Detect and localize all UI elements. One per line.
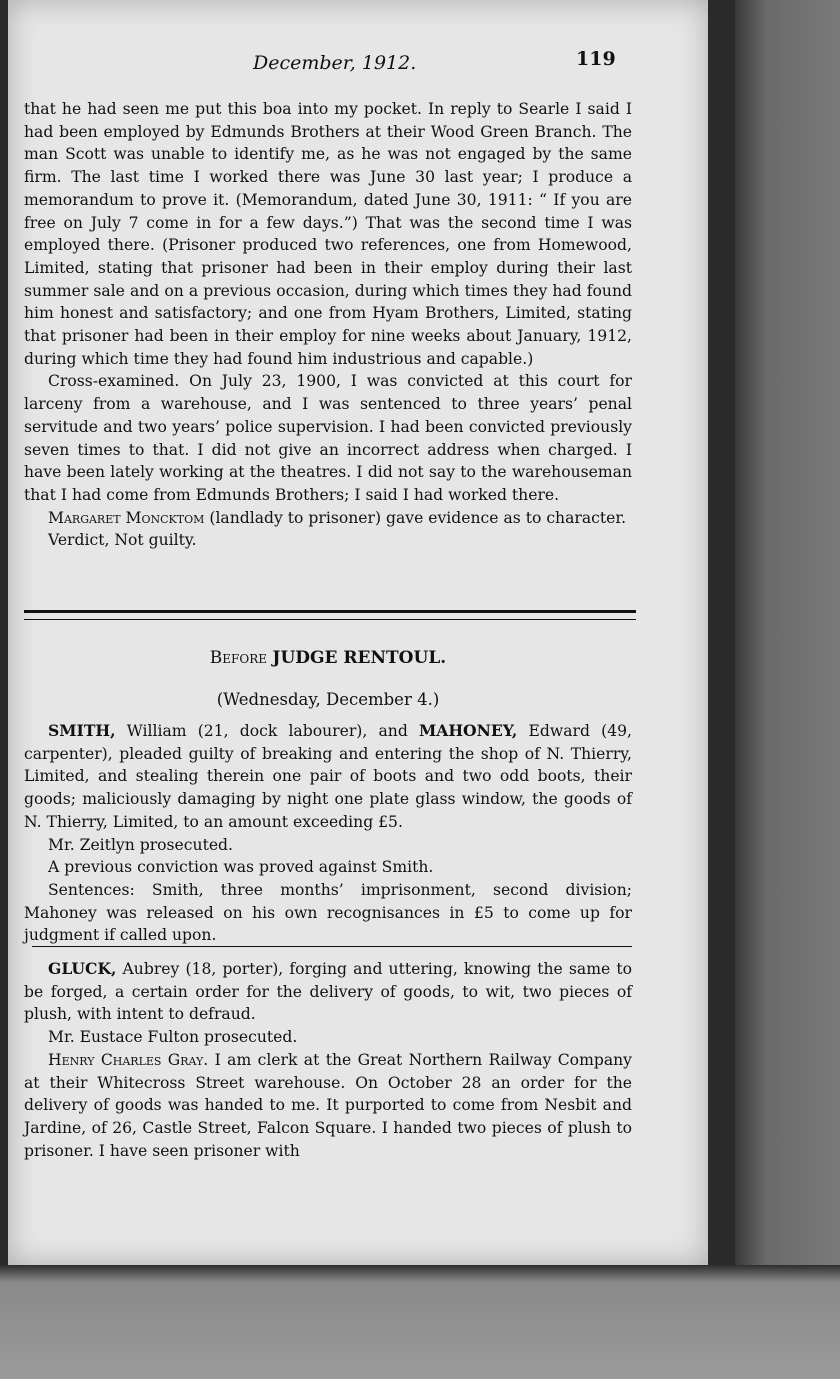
case-3-witness-paragraph — [24, 1049, 632, 1163]
running-head — [8, 48, 708, 82]
defendant-mahoney-text: Edward (49, carpenter), pleaded guilty of breaking and entering the shop of N. Thierry, Limited, and stealing therein one pair of boots and two odd boots, their goods; maliciously damaging by night one plate glass window, the goods of N. Thierry, Limited, to an amount exceeding £5. — [24, 722, 632, 831]
case-2-previous-conviction: A previous conviction was proved against Smith. — [48, 858, 434, 877]
defendant-gluck-text: Aubrey (18, porter), forging and uttering, knowing the same to be forged, a certain order for the delivery of goods, to wit, two pieces of plush, with intent to defraud. — [24, 960, 632, 1024]
case-2-sentences: Sentences: Smith, three months’ imprisonment, second division; Mahoney was released on his own recognisances in £5 to come up for judgment if called upon. — [24, 880, 632, 945]
judge-name: JUDGE RENTOUL. — [272, 648, 447, 668]
page-number: 119 — [576, 48, 616, 70]
case-divider — [32, 946, 632, 947]
case-2-text — [24, 720, 632, 947]
section-before: Before — [209, 648, 267, 668]
defendant-gluck: GLUCK, — [48, 959, 117, 978]
section-divider — [24, 610, 636, 620]
case-3-prosecutor: Mr. Eustace Fulton prosecuted. — [48, 1028, 298, 1047]
defendant-mahoney: MAHONEY, — [418, 721, 518, 740]
defendant-smith: SMITH, — [48, 721, 116, 740]
document-page — [8, 0, 708, 1265]
defendant-smith-text: William (21, dock labourer), and — [115, 722, 419, 740]
case-3-witness-text: I am clerk at the Great Northern Railway Company at their Whitecross Street warehouse. On October 28 an order for the delivery of goods was handed to me. It purported to come from Nesbit and Jardine, of 26, Castle Street, Falcon Square. I handed two pieces of plush to prisoner. I have seen prisoner with — [24, 1050, 632, 1160]
verdict: Verdict, Not guilty. — [48, 531, 197, 550]
running-title: December, 1912. — [253, 52, 417, 74]
section-heading — [8, 648, 648, 668]
cross-examination: Cross-examined. On July 23, 1900, I was convicted at this court for larceny from a warehouse, and I was sentenced to three years’ penal servitude and two years’ police supervision. I had been convicted previously seven times to that. I did not give an incorrect address when charged. I have been lately working at the theatres. I did not say to the warehouseman that I had come from Edmunds Brothers; I said I had worked there. — [24, 372, 632, 504]
case-1-paragraph: that he had seen me put this boa into my pocket. In reply to Searle I said I had been employed by Edmunds Brothers at their Wood Green Branch. The man Scott was unable to identify me, as he was not engaged by the same firm. The last time I worked there was June 30 last year; I produce a memorandum to prove it. (Memorandum, dated June 30, 1911: “ If you are free on July 7 come in for a few days.”) That was the second time I was employed there. (Prisoner produced two references, one from Homewood, Limited, stating that prisoner had been in their employ during their last summer sale and on a previous occasion, during which times they had found him honest and satisfactory; and one from Hyam Brothers, Limited, stating that prisoner had been in their employ for nine weeks about January, 1912, during which time they had found him industrious and capable.) — [24, 100, 632, 368]
witness-paragraph — [24, 507, 632, 530]
case-2-prosecutor: Mr. Zeitlyn prosecuted. — [48, 835, 233, 854]
scan-background-bottom — [0, 1265, 840, 1379]
case-3-charge — [24, 958, 632, 1026]
scan-background-right — [735, 0, 840, 1379]
case-2-charge — [24, 720, 632, 834]
witness-name: Margaret Moncktom — [48, 508, 205, 527]
sitting-date: (Wednesday, December 4.) — [216, 690, 440, 709]
witness-text: (landlady to prisoner) gave evidence as to character. — [204, 508, 627, 527]
case-3-text — [24, 958, 632, 1162]
case-3-witness-name: Henry Charles Gray. — [48, 1050, 209, 1069]
case-1-text — [24, 98, 632, 552]
